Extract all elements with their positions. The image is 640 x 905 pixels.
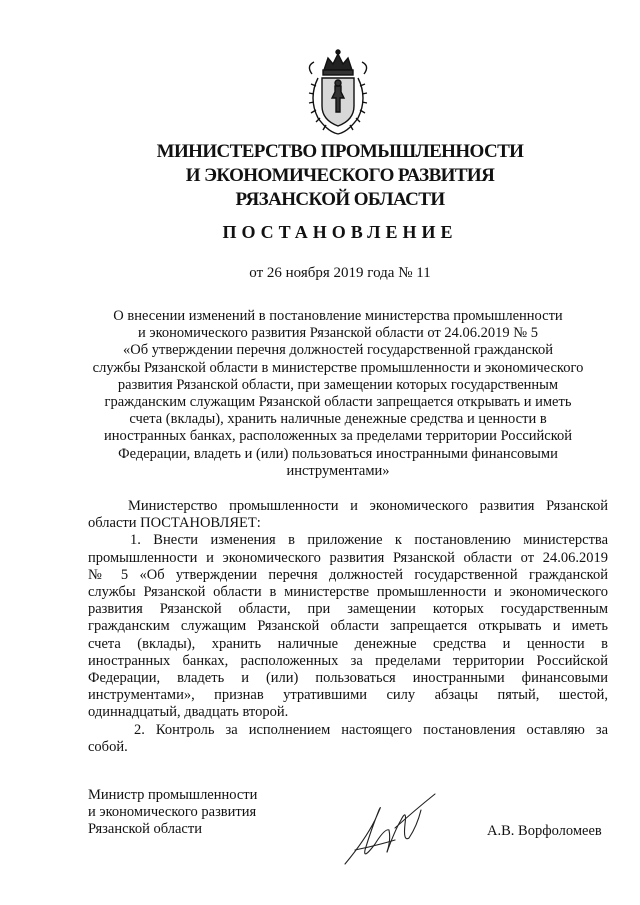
ministry-line: И ЭКОНОМИЧЕСКОГО РАЗВИТИЯ: [185, 165, 495, 186]
subject-line: службы Рязанской области в министерстве промышленности и экономического: [92, 359, 584, 376]
document-type: ПОСТАНОВЛЕНИЕ: [222, 222, 458, 242]
body-line: 2. Контроль за исполнением настоящего постановления оставляю за: [134, 721, 608, 738]
signatory-title-line: Рязанской области: [88, 821, 202, 838]
subject-line: «Об утверждении перечня должностей государственной гражданской: [123, 342, 553, 359]
handwritten-signature: [335, 780, 440, 870]
signatory-title: [88, 787, 257, 839]
ministry-line: РЯЗАНСКОЙ ОБЛАСТИ: [235, 189, 445, 210]
body-line: Федерации, владеть и (или) пользоваться иностранными финансовыми: [88, 670, 608, 687]
subject-line: инструментами»: [286, 462, 390, 479]
subject-line: О внесении изменений в постановление министерства промышленности: [113, 308, 563, 324]
subject-line: счета (вклады), хранить наличные денежные средства и ценности в: [129, 411, 547, 428]
subject-line: Федерации, владеть и (или) пользоваться иностранными финансовыми: [118, 445, 558, 462]
subject-line: иностранных банках, расположенных за пределами территории Российской: [103, 428, 573, 445]
body-line: 1. Внести изменения в приложение к постановлению министерства: [130, 532, 608, 549]
signatory-title-line: и экономического развития: [88, 804, 257, 821]
body-line: одиннадцатый, двадцать второй.: [88, 704, 289, 721]
signatory-title-line: Министр промышленности: [88, 787, 258, 803]
body-line: Министерство промышленности и экономического развития Рязанской: [128, 498, 608, 514]
signatory-name: А.В. Ворфоломеев: [487, 823, 602, 839]
body-line: № 5 «Об утверждении перечня должностей государственной гражданской: [88, 566, 608, 583]
body-line: развития Рязанской области, при замещении которых государственным: [88, 601, 608, 618]
document-date-number: от 26 ноября 2019 года № 11: [249, 265, 431, 281]
body-line: промышленности и экономического развития Рязанской области от 24.06.2019: [88, 549, 608, 566]
subject-line: развития Рязанской области, при замещении которых государственным: [117, 376, 559, 393]
ministry-name: [140, 140, 540, 212]
body-line: собой.: [88, 738, 128, 755]
subject-line: и экономического развития Рязанской области от 24.06.2019 № 5: [138, 325, 538, 342]
body-line: инструментами», признав утратившими силу абзацы пятый, шестой,: [88, 687, 608, 704]
body-line: области ПОСТАНОВЛЯЕТ:: [88, 515, 261, 532]
ministry-line: МИНИСТЕРСТВО ПРОМЫШЛЕННОСТИ: [156, 141, 524, 162]
document-body: [88, 498, 608, 756]
coat-of-arms-icon: [302, 48, 374, 138]
body-line: гражданским служащим Рязанской области запрещается открывать и иметь: [88, 618, 608, 635]
body-line: счета (вклады), хранить наличные денежные средства и ценности в: [88, 635, 608, 652]
document-subject: [88, 308, 588, 480]
body-line: иностранных банках, расположенных за пределами территории Российской: [88, 652, 608, 669]
subject-line: гражданским служащим Рязанской области запрещается открывать и иметь: [104, 394, 572, 411]
body-line: службы Рязанской области в министерстве промышленности и экономического: [88, 584, 608, 601]
